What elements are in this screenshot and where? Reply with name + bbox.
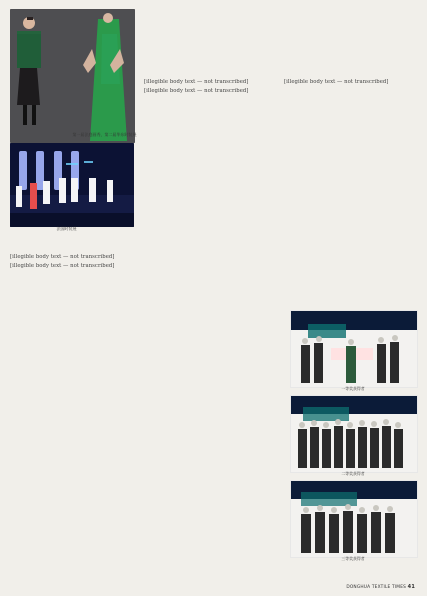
photo-caption-2: 二等奖获得者 [341,471,365,476]
fashion-illustration [10,9,135,143]
show-image [10,143,134,227]
page-footer [346,584,415,590]
caption-top: 第一届法庭画秀，第二届华东时装展 [72,132,137,137]
para-left-2: [illegible body text — not transcribed] [10,262,115,269]
photo-3-illustration [291,481,417,557]
photo-2-illustration [291,396,417,472]
photo-caption-1: 一等奖获得者 [341,386,365,391]
text-col-right [284,78,417,298]
text-col-left [10,253,134,587]
award-photo-2 [290,395,418,473]
photo-1-illustration [291,311,417,387]
award-photo-3 [290,480,418,558]
photo-caption-3: 三等奖获得者 [341,556,365,561]
award-photo-1 [290,310,418,388]
footer-label: DONGHUA TEXTILE TIMES [346,585,407,590]
para-right-1: [illegible body text — not transcribed] [284,79,389,85]
runway-illustration [10,143,134,227]
caption-mid: 法国时装展 [56,226,77,231]
para-mid-2: [illegible body text — not transcribed] [144,87,249,94]
para-mid-1: [illegible body text — not transcribed] [144,79,249,85]
para-left-1: [illegible body text — not transcribed] [10,254,115,260]
page-number: 41 [407,584,415,590]
text-col-mid [144,78,279,587]
fashion-image-top [10,9,135,143]
